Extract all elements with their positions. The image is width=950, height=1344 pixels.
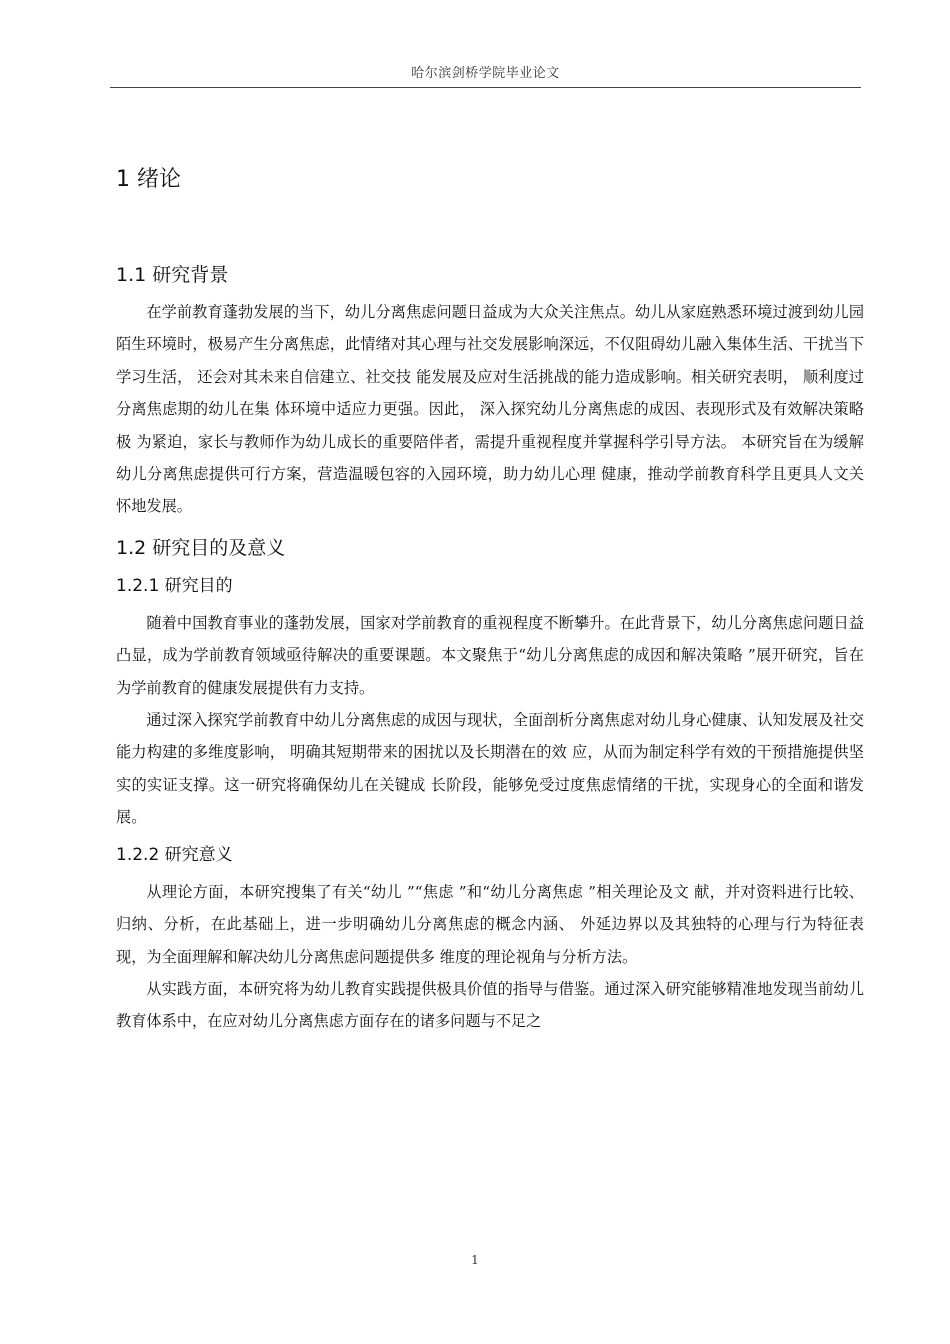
significance-paragraph-2: 从实践方面，本研究将为幼儿教育实践提供极具价值的指导与借鉴。通过深入研究能够精准地发现当前幼儿教育体系中，在应对幼儿分离焦虑方面存在的诸多问题与不足之 — [116, 979, 864, 1031]
purpose-paragraph-1: 随着中国教育事业的蓬勃发展，国家对学前教育的重视程度不断攀升。在此背景下，幼儿分离焦虑问题日益凸显，成为学前教育领域亟待解决的重要课题。本文聚焦于“幼儿分离焦虑的成因和解决策略 ”展开研究，旨在为学前教育的健康发展提供有力支持。 — [116, 613, 864, 697]
header-rule — [110, 87, 861, 88]
spacer — [116, 523, 864, 531]
running-header: 哈尔滨剑桥学院毕业论文 — [411, 66, 560, 81]
section-heading-purpose-significance: 1.2 研究目的及意义 — [116, 536, 286, 559]
subsection-heading-significance: 1.2.2 研究意义 — [116, 844, 233, 865]
page-body — [116, 160, 864, 1038]
chapter-title: 1 绪论 — [116, 167, 181, 192]
page-number: 1 — [471, 1253, 479, 1267]
significance-paragraph-1: 从理论方面，本研究搜集了有关“幼儿 ”“焦虑 ”和“幼儿分离焦虑 ”相关理论及文 献，并对资料进行比较、归纳、分析，在此基础上，进一步明确幼儿分离焦虑的概念内涵、 外延边界以及其独特的心理与行为特征表现，为全面理解和解决幼儿分离焦虑问题提供多 维度的理论视角与分析方法。 — [116, 882, 864, 966]
subsection-heading-purpose: 1.2.1 研究目的 — [116, 575, 233, 596]
background-paragraph: 在学前教育蓬勃发展的当下，幼儿分离焦虑问题日益成为大众关注焦点。幼儿从家庭熟悉环境过渡到幼儿园陌生环境时，极易产生分离焦虑，此情绪对其心理与社交发展影响深远，不仅阻碍幼儿融入集体生活、干扰当下学习生活， 还会对其未来自信建立、社交技 能发展及应对生活挑战的能力造成影响。相关研究表明， 顺利度过分离焦虑期的幼儿在集 体环境中适应力更强。因此， 深入探究幼儿分离焦虑的成因、表现形式及有效解决策略极 为紧迫，家长与教师作为幼儿成长的重要陪伴者，需提升重视程度并掌握科学引导方法。 本研究旨在为缓解幼儿分离焦虑提供可行方案，营造温暖包容的入园环境，助力幼儿心理 健康，推动学前教育科学且更具人文关怀地发展。 — [116, 303, 864, 516]
purpose-paragraph-2: 通过深入探究学前教育中幼儿分离焦虑的成因与现状，全面剖析分离焦虑对幼儿身心健康、认知发展及社交能力构建的多维度影响， 明确其短期带来的困扰以及长期潜在的效 应，从而为制定科学有效的干预措施提供坚实的实证支撑。这一研究将确保幼儿在关键成 长阶段，能够免受过度焦虑情绪的干扰，实现身心的全面和谐发展。 — [116, 711, 864, 827]
section-heading-background: 1.1 研究背景 — [116, 264, 229, 286]
